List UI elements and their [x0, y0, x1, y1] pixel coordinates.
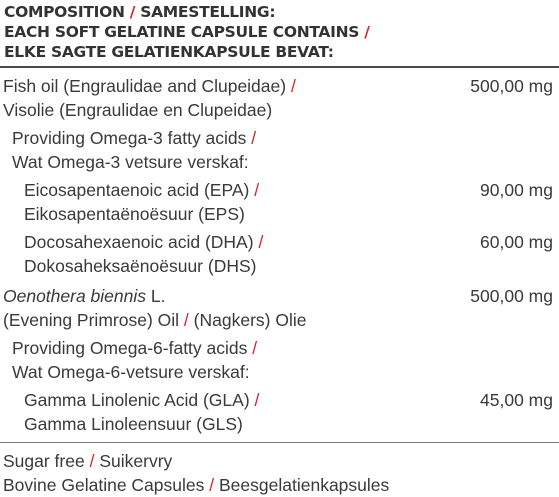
ingredient-name-en: Eicosapentaenoic acid (EPA) — [24, 180, 250, 200]
note-en: Bovine Gelatine Capsules — [3, 475, 205, 495]
ingredient-latin-name: Oenothera biennis — [3, 286, 147, 306]
separator: / — [254, 180, 260, 200]
composition-header — [0, 0, 559, 66]
header-line-2 — [4, 22, 559, 42]
ingredient-name-af: Gamma Linoleensuur (GLS) — [24, 414, 243, 434]
ingredient-label — [12, 126, 403, 174]
separator: / — [251, 128, 257, 148]
footer-line-capsules — [3, 473, 559, 497]
separator: / — [252, 338, 258, 358]
note-af: Beesgelatienkapsules — [219, 475, 390, 495]
ingredient-name-af: Wat Omega-6-vetsure verskaf: — [12, 362, 250, 382]
separator: / — [290, 76, 296, 96]
ingredient-row-gla — [0, 388, 559, 436]
header-capsule-af: ELKE SAGTE GELATIENKAPSULE BEVAT: — [4, 43, 334, 61]
ingredient-name-af: Eikosapentaënoësuur (EPS) — [24, 204, 245, 224]
ingredient-row-omega3 — [0, 126, 559, 174]
ingredient-label — [24, 178, 403, 226]
ingredient-label — [24, 388, 403, 436]
ingredient-name-af: Visolie (Engraulidae en Clupeidae) — [3, 100, 273, 120]
ingredient-amount: 45,00 mg — [480, 390, 553, 410]
separator: / — [258, 232, 264, 252]
ingredient-name-af: (Nagkers) Olie — [193, 310, 307, 330]
ingredient-label — [12, 336, 403, 384]
ingredient-row-fish-oil — [0, 74, 559, 122]
ingredient-name-en: Gamma Linolenic Acid (GLA) — [24, 390, 250, 410]
ingredient-row-epa — [0, 178, 559, 226]
ingredient-amount: 90,00 mg — [480, 180, 553, 200]
ingredient-name-suffix: L. — [146, 286, 166, 306]
ingredient-name-en: Fish oil (Engraulidae and Clupeidae) — [3, 76, 287, 96]
ingredient-name-en: Providing Omega-3 fatty acids — [12, 128, 247, 148]
header-separator: / — [364, 23, 370, 41]
ingredient-name-en: (Evening Primrose) Oil — [3, 310, 180, 330]
note-en: Sugar free — [3, 451, 85, 471]
footer-notes — [0, 443, 559, 497]
separator: / — [89, 451, 95, 471]
separator: / — [254, 390, 260, 410]
separator: / — [183, 310, 189, 330]
ingredient-label — [3, 284, 403, 332]
header-composition-af: SAMESTELLING: — [140, 3, 276, 21]
ingredient-list — [0, 68, 559, 442]
ingredient-name-en: Docosahexaenoic acid (DHA) — [24, 232, 254, 252]
header-capsule-en: EACH SOFT GELATINE CAPSULE CONTAINS — [4, 23, 360, 41]
ingredient-amount: 500,00 mg — [470, 76, 553, 96]
ingredient-label — [24, 230, 403, 278]
ingredient-row-omega6 — [0, 336, 559, 384]
ingredient-name-en: Providing Omega-6-fatty acids — [12, 338, 248, 358]
ingredient-row-dha — [0, 230, 559, 278]
header-line-3 — [4, 42, 559, 62]
ingredient-row-evening-primrose — [0, 284, 559, 332]
ingredient-amount: 500,00 mg — [470, 286, 553, 306]
ingredient-amount: 60,00 mg — [480, 232, 553, 252]
header-line-1 — [4, 2, 559, 22]
footer-line-sugar — [3, 449, 559, 473]
note-af: Suikervry — [99, 451, 173, 471]
ingredient-label — [3, 74, 403, 122]
header-separator: / — [129, 3, 136, 21]
ingredient-name-af: Dokosaheksaënoësuur (DHS) — [24, 256, 257, 276]
header-composition-en: COMPOSITION — [4, 3, 125, 21]
separator: / — [209, 475, 215, 495]
ingredient-name-af: Wat Omega-3 vetsure verskaf: — [12, 152, 249, 172]
